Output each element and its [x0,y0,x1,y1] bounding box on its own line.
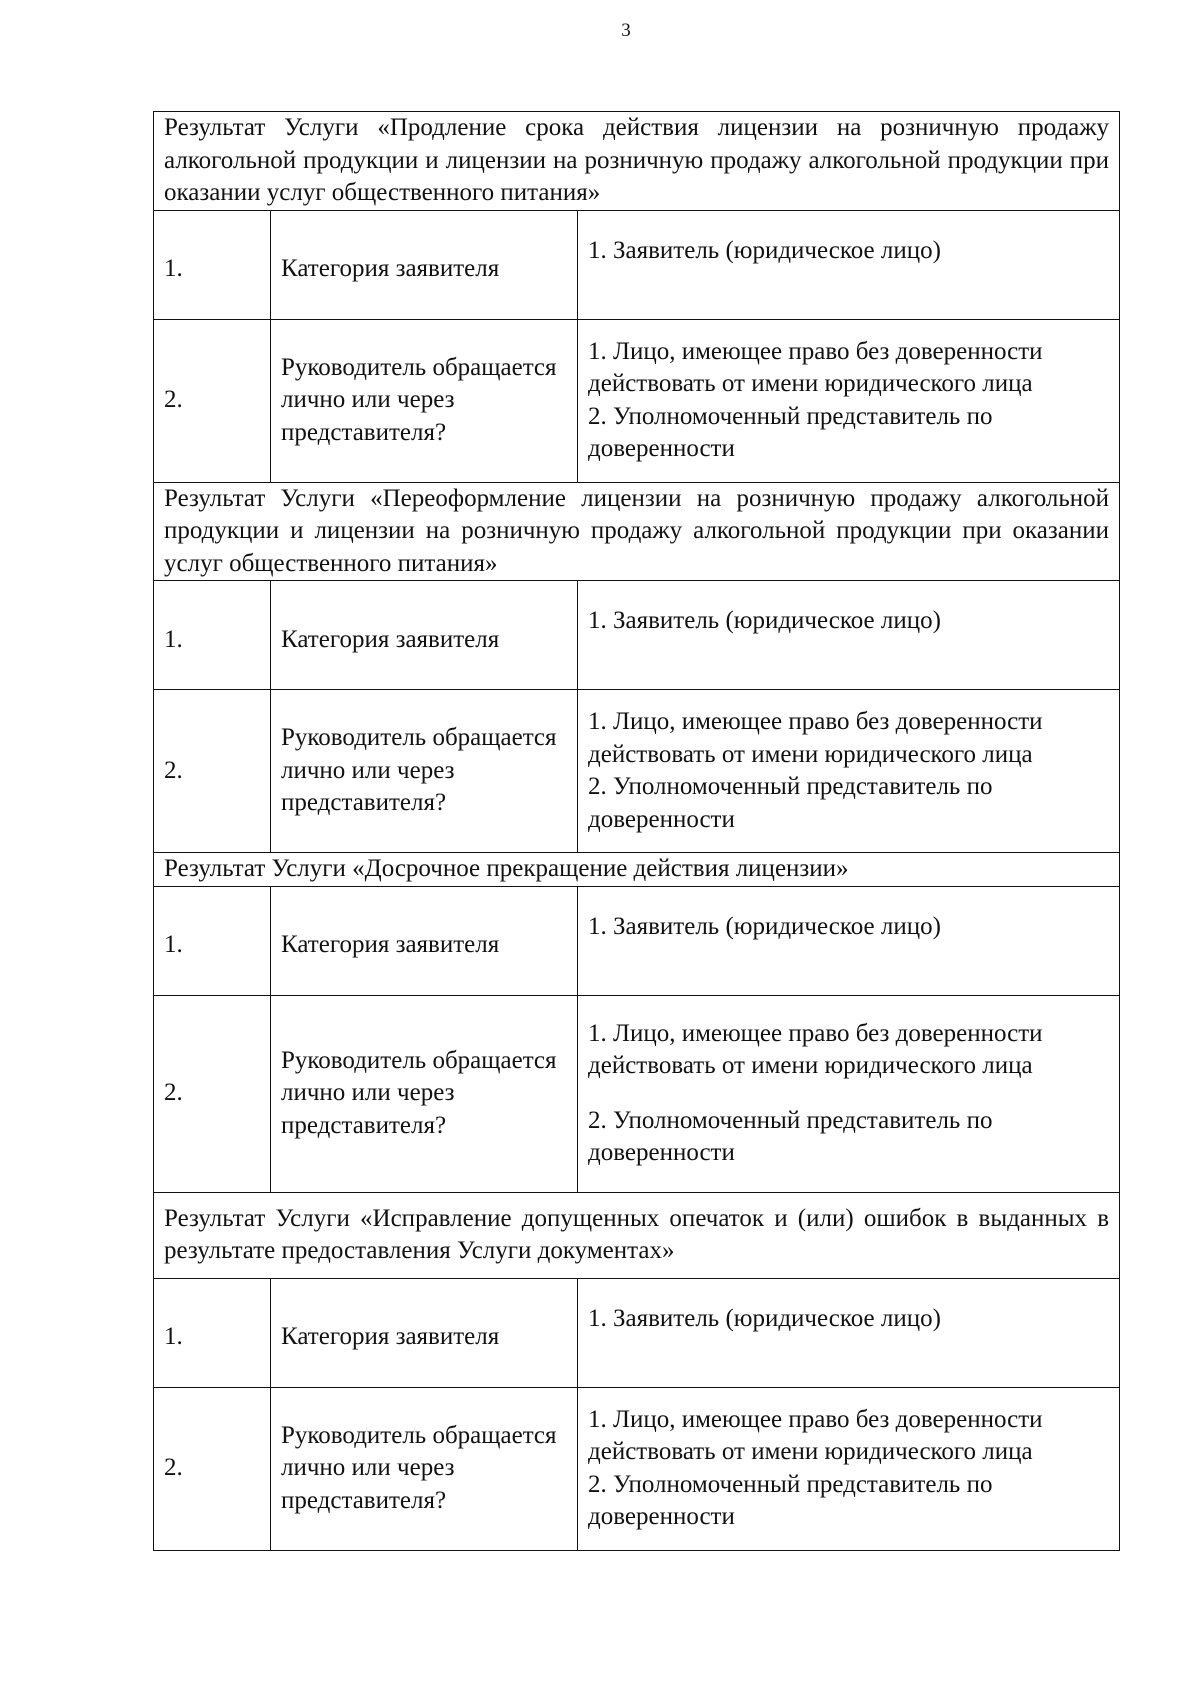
answer-option: 2. Уполномоченный представитель по доверенности [588,402,993,462]
row-answer [578,995,1120,1192]
table-row [154,1387,1120,1550]
answer-spacer [588,1083,1109,1105]
document-table [153,111,1120,1551]
table-row [154,319,1120,482]
row-question: Категория заявителя [271,886,578,995]
section-header-row [154,482,1120,581]
section-header-row [154,112,1120,211]
row-answer [578,690,1120,853]
table-row [154,886,1120,995]
table-row [154,581,1120,690]
answer-option: 1. Лицо, имеющее право без доверенности действовать от имени юридического лица [588,337,1043,397]
row-answer [578,1278,1120,1387]
row-question: Категория заявителя [271,581,578,690]
answer-option: 1. Заявитель (юридическое лицо) [588,912,941,940]
row-answer [578,1387,1120,1550]
row-answer [578,210,1120,319]
answer-option: 1. Лицо, имеющее право без доверенности действовать от имени юридического лица [588,1405,1043,1465]
answer-option: 1. Заявитель (юридическое лицо) [588,236,941,264]
row-number: 2. [154,690,271,853]
answer-option: 2. Уполномоченный представитель по доверенности [588,773,993,833]
row-number: 2. [154,995,271,1192]
answer-option: 2. Уполномоченный представитель по доверенности [588,1470,993,1530]
section-title: Результат Услуги «Досрочное прекращение действия лицензии» [154,853,1120,887]
answer-option: 1. Лицо, имеющее право без доверенности действовать от имени юридического лица [588,1019,1043,1079]
section-title: Результат Услуги «Исправление допущенных опечаток и (или) ошибок в выданных в результате предоставления Услуги документах» [154,1192,1120,1278]
answer-option: 1. Лицо, имеющее право без доверенности действовать от имени юридического лица [588,708,1043,768]
row-question: Руководитель обращается лично или через представителя? [271,1387,578,1550]
section-header-row [154,853,1120,887]
row-question: Руководитель обращается лично или через представителя? [271,319,578,482]
row-question: Категория заявителя [271,210,578,319]
row-question: Руководитель обращается лично или через представителя? [271,995,578,1192]
answer-option: 1. Заявитель (юридическое лицо) [588,1304,941,1332]
section-title: Результат Услуги «Продление срока действия лицензии на розничную продажу алкогольной продукции и лицензии на розничную продажу алкогольной продукции при оказании услуг общественного питания» [154,112,1120,211]
row-answer [578,581,1120,690]
row-number: 2. [154,1387,271,1550]
row-number: 1. [154,1278,271,1387]
row-number: 1. [154,581,271,690]
table-row [154,1278,1120,1387]
row-number: 1. [154,886,271,995]
answer-option: 1. Заявитель (юридическое лицо) [588,607,941,634]
row-number: 1. [154,210,271,319]
table-row [154,210,1120,319]
page-number: 3 [621,20,631,41]
table-row [154,690,1120,853]
section-title: Результат Услуги «Переоформление лицензии на розничную продажу алкогольной продукции и лицензии на розничную продажу алкогольной продукции при оказании услуг общественного питания» [154,482,1120,581]
row-question: Категория заявителя [271,1278,578,1387]
section-header-row [154,1192,1120,1278]
row-question: Руководитель обращается лично или через представителя? [271,690,578,853]
row-number: 2. [154,319,271,482]
answer-option: 2. Уполномоченный представитель по доверенности [588,1106,993,1166]
row-answer [578,319,1120,482]
row-answer [578,886,1120,995]
table-row [154,995,1120,1192]
